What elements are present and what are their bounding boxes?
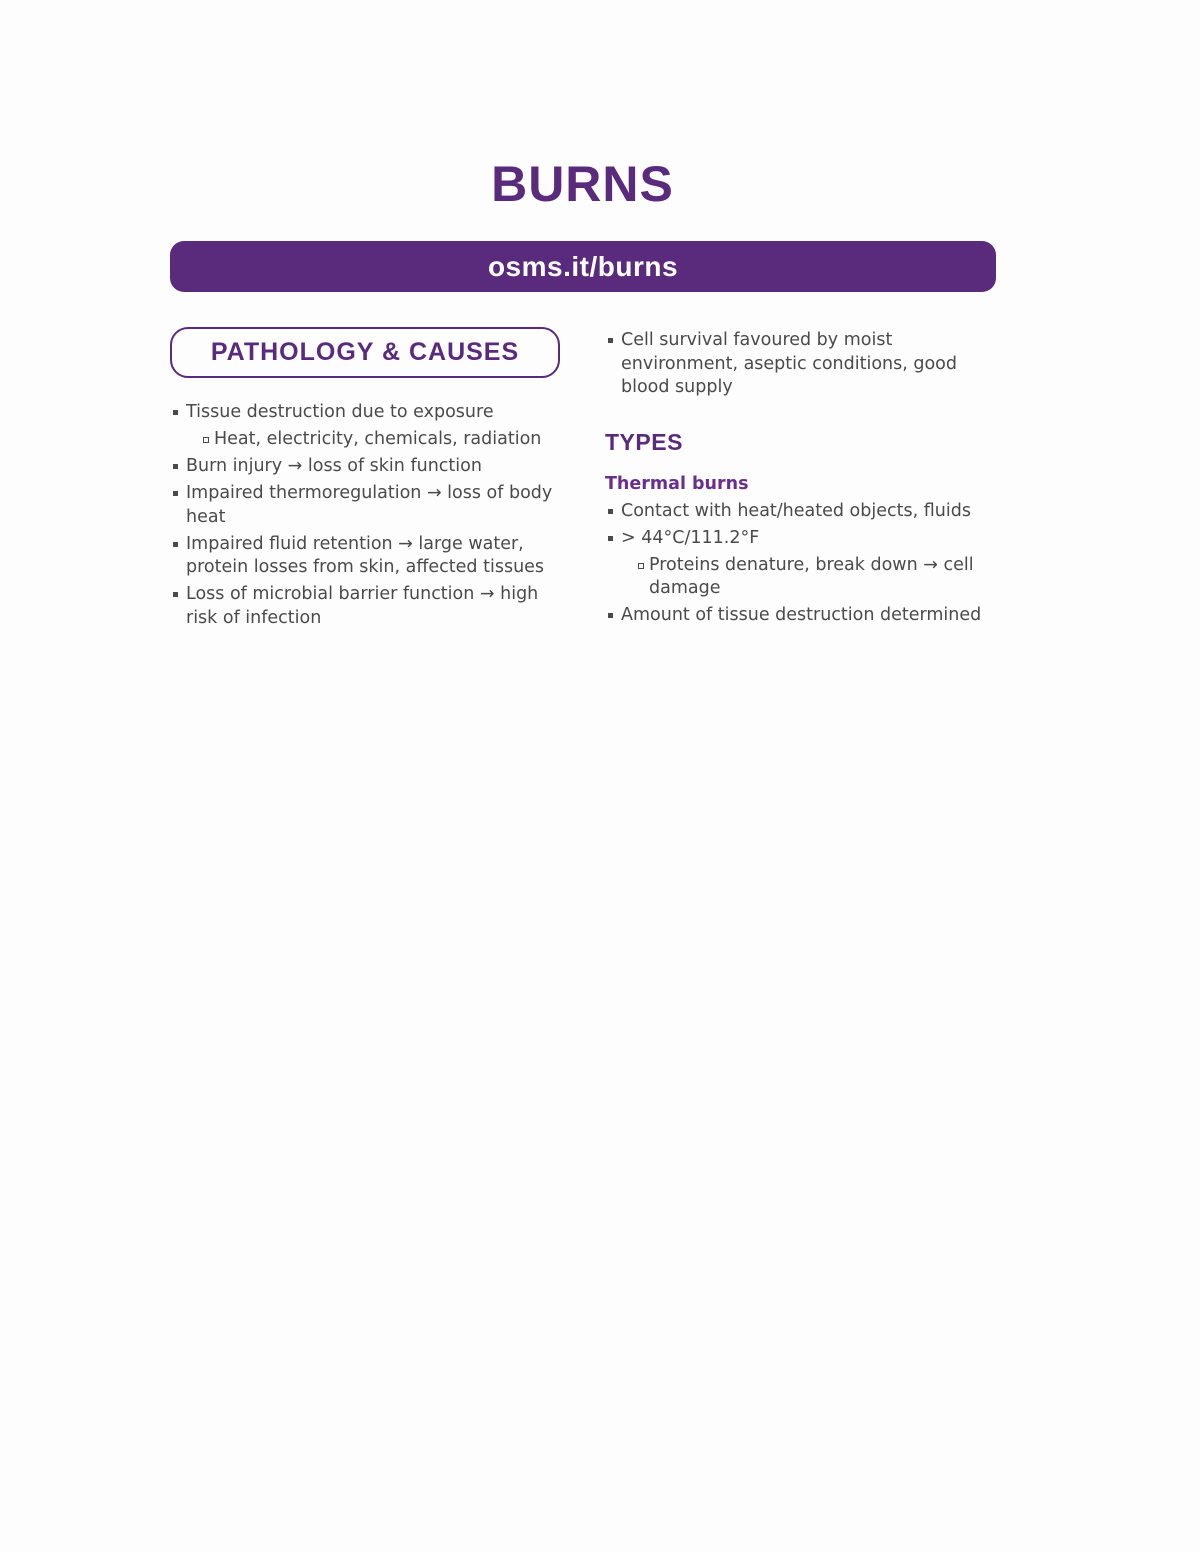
left-column bbox=[170, 401, 560, 634]
list-item: Proteins denature, break down → cell damage bbox=[605, 554, 985, 601]
right-column bbox=[605, 329, 985, 631]
list-item: Amount of tissue destruction determined bbox=[605, 604, 985, 628]
thermal-burns-heading: Thermal burns bbox=[605, 474, 749, 494]
section-heading-label: PATHOLOGY & CAUSES bbox=[210, 338, 520, 366]
url-link[interactable]: osms.it/burns bbox=[487, 250, 679, 282]
section-heading-pathology bbox=[170, 327, 560, 378]
list-item: Impaired fluid retention → large water, protein losses from skin, affected tissues bbox=[170, 533, 560, 580]
list-item: > 44°C/111.2°F bbox=[605, 527, 985, 551]
list-item: Burn injury → loss of skin function bbox=[170, 455, 560, 479]
thermal-list bbox=[605, 500, 985, 628]
page-title: BURNS bbox=[491, 156, 674, 212]
types-heading: TYPES bbox=[605, 428, 683, 455]
list-item: Loss of microbial barrier function → high risk of infection bbox=[170, 583, 560, 630]
list-item: Tissue destruction due to exposure bbox=[170, 401, 560, 425]
pathology-list bbox=[170, 401, 560, 630]
list-item: Cell survival favoured by moist environment, aseptic conditions, good blood supply bbox=[605, 329, 985, 400]
url-banner[interactable] bbox=[170, 241, 996, 292]
intro-list bbox=[605, 329, 985, 400]
list-item: Heat, electricity, chemicals, radiation bbox=[170, 428, 560, 452]
list-item: Impaired thermoregulation → loss of body heat bbox=[170, 482, 560, 529]
list-item: Contact with heat/heated objects, fluids bbox=[605, 500, 985, 524]
